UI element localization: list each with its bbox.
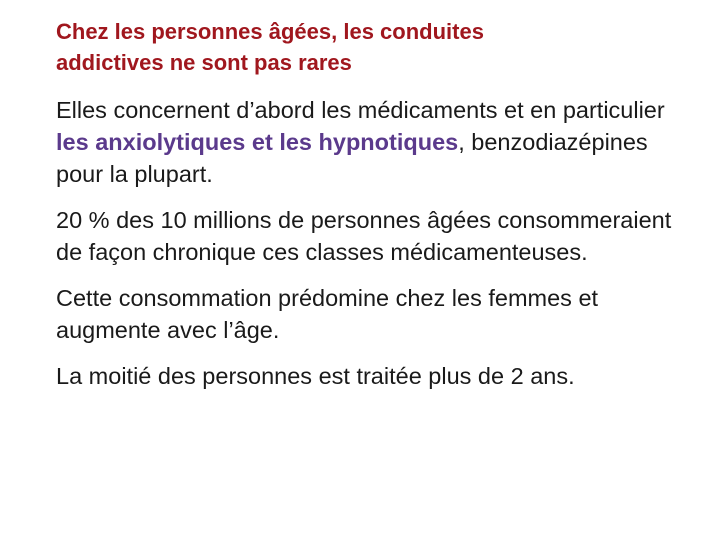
paragraph-medications-text-2: , benzodiazépines pour la plupart. — [56, 129, 648, 187]
title-line-1: Chez les personnes âgées, les conduites — [56, 19, 484, 44]
paragraph-duration: La moitié des personnes est traitée plus de 2 ans. — [56, 363, 575, 389]
paragraph-consumption: Cette consommation prédomine chez les femmes et augmente avec l’âge. — [56, 285, 599, 343]
highlight-anxiolytics: les anxiolytiques et les hypnotiques — [56, 129, 459, 155]
paragraph-medications — [56, 94, 696, 190]
title-line-2: addictives ne sont pas rares — [56, 50, 352, 75]
slide-title — [56, 16, 696, 78]
paragraph-medications-text-1: Elles concernent d’abord les médicaments et en particulier — [56, 97, 665, 123]
paragraph-statistics: 20 % des 10 millions de personnes âgées consommeraient de façon chronique ces classes médicamenteuses. — [56, 207, 672, 265]
slide-content — [56, 16, 696, 406]
